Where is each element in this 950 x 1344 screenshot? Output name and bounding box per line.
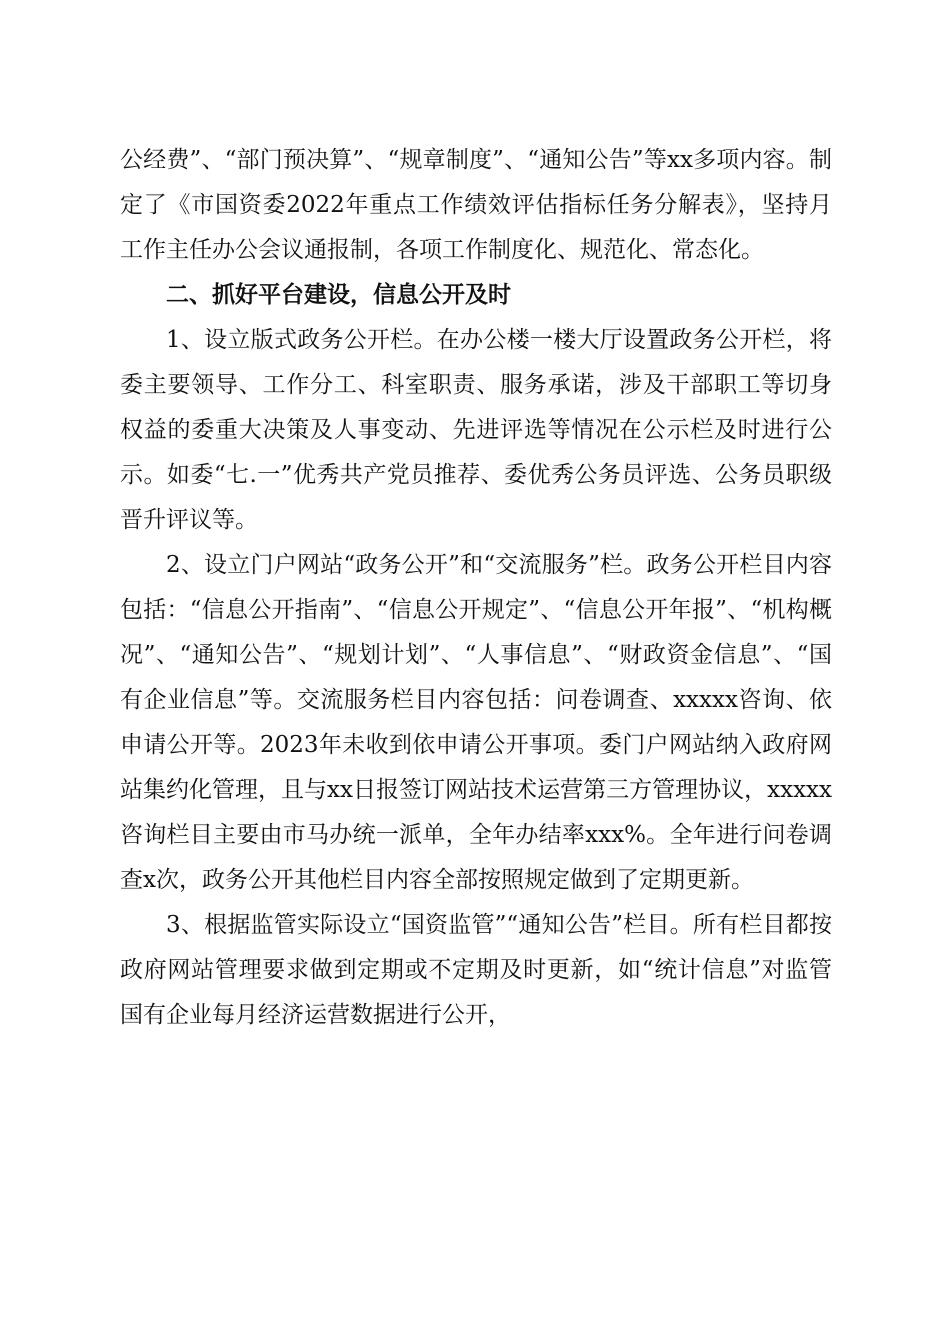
paragraph-continued: 公经费”、“部门预决算”、“规章制度”、“通知公告”等xx多项内容。制定了《市国资委2022年重点工作绩效评估指标任务分解表》，坚持月工作主任办公会议通报制，各项工作制度化、规范化、常态化。 xyxy=(120,147,832,263)
paragraph-item-3: 3、根据监管实际设立“国资监管”“通知公告”栏目。所有栏目都按政府网站管理要求做到定期或不定期及时更新，如“统计信息”对监管国有企业每月经济运营数据进行公开， xyxy=(120,912,832,1028)
paragraph-item-2: 2、设立门户网站“政务公开”和“交流服务”栏。政务公开栏目内容包括：“信息公开指南”、“信息公开规定”、“信息公开年报”、“机构概况”、“通知公告”、“规划计划”、“人事信息”、“财政资金信息”、“国有企业信息”等。交流服务栏目内容包括：问卷调查、xxxxx咨询、依申请公开等。2023年未收到依申请公开事项。委门户网站纳入政府网站集约化管理，且与xx日报签订网站技术运营第三方管理协议，xxxxx咨询栏目主要由市马办统一派单，全年办结率xxx%。全年进行问卷调查x次，政务公开其他栏目内容全部按照规定做到了定期更新。 xyxy=(120,552,832,893)
document-body xyxy=(120,138,832,1038)
section-heading: 二、抓好平台建设，信息公开及时 xyxy=(166,282,511,308)
paragraph-item-1: 1、设立版式政务公开栏。在办公楼一楼大厅设置政务公开栏，将委主要领导、工作分工、科室职责、服务承诺，涉及干部职工等切身权益的委重大决策及人事变动、先进评选等情况在公示栏及时进行公示。如委“七.一”优秀共产党员推荐、委优秀公务员评选、公务员职级晋升评议等。 xyxy=(120,327,832,533)
